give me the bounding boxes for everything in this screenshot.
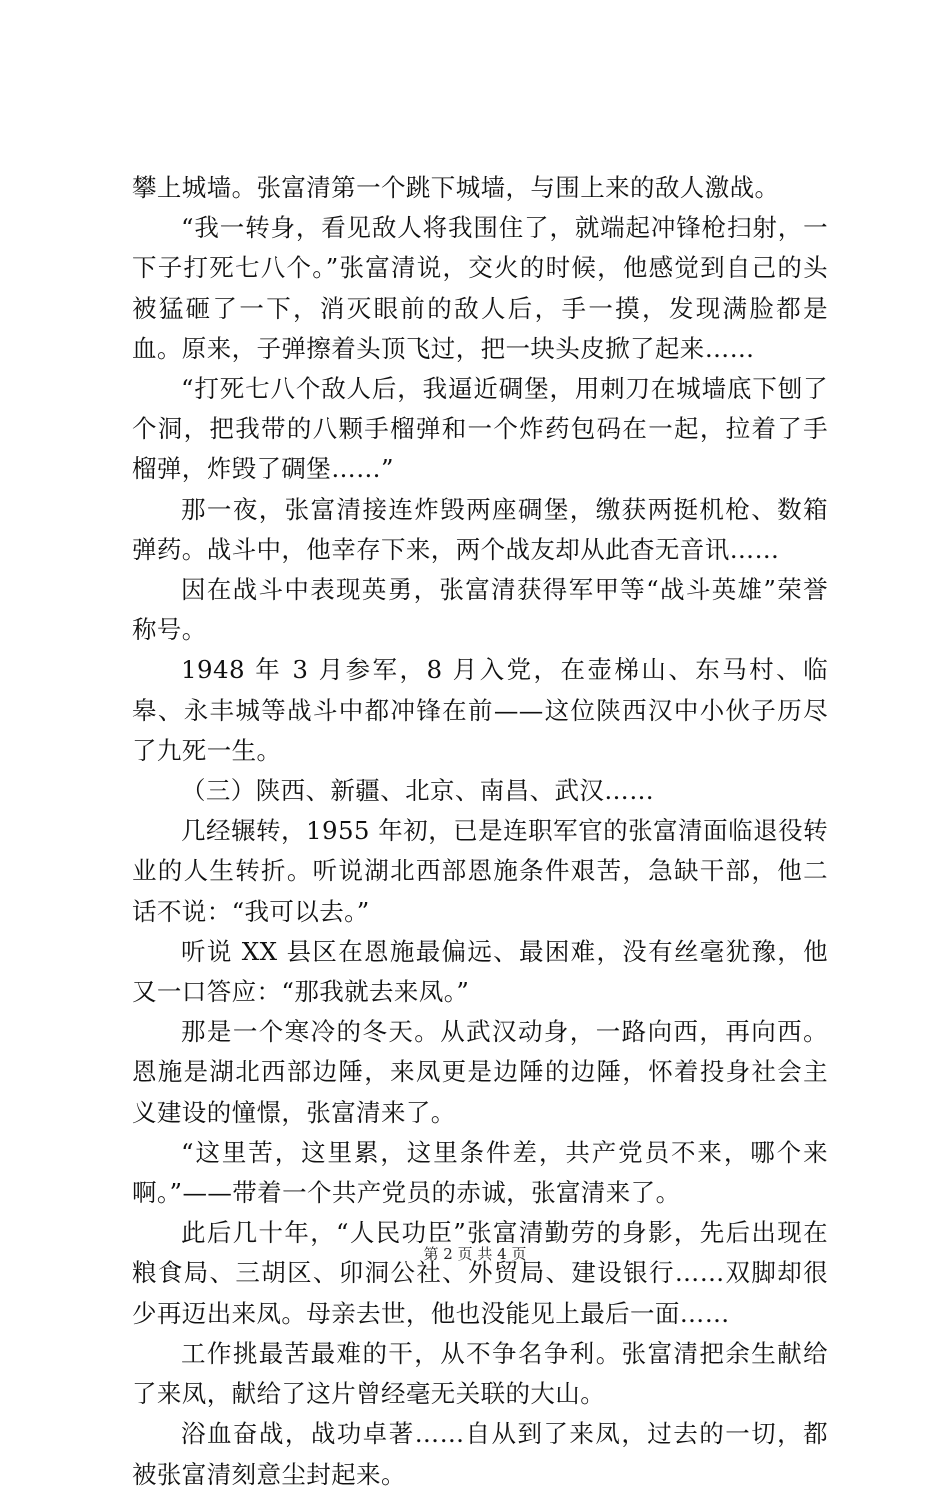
page-footer <box>0 1244 950 1264</box>
paragraph: 那一夜，张富清接连炸毁两座碉堡，缴获两挺机枪、数箱弹药。战斗中，他幸存下来，两个战友却从此杳无音讯…… <box>132 494 828 564</box>
paragraph: 浴血奋战，战功卓著……自从到了来凤，过去的一切，都被张富清刻意尘封起来。 <box>132 1419 828 1489</box>
section-heading: （三）陕西、新疆、北京、南昌、武汉…… <box>181 776 655 806</box>
paragraph: 那是一个寒冷的冬天。从武汉动身，一路向西，再向西。恩施是湖北西部边陲，来凤更是边陲的边陲，怀着投身社会主义建设的憧憬，张富清来了。 <box>132 1017 828 1127</box>
paragraph: 攀上城墙。张富清第一个跳下城墙，与围上来的敌人激战。 <box>132 173 780 202</box>
paragraph: “打死七八个敌人后，我逼近碉堡，用刺刀在城墙底下刨了个洞，把我带的八颗手榴弹和一个炸药包码在一起，拉着了手榴弹，炸毁了碉堡……” <box>132 374 828 484</box>
paragraph: 几经辗转，1955 年初，已是连职军官的张富清面临退役转业的人生转折。听说湖北西部恩施条件艰苦，急缺干部，他二话不说：“我可以去。” <box>132 816 828 926</box>
paragraph: “我一转身，看见敌人将我围住了，就端起冲锋枪扫射，一下子打死七八个。”张富清说，交火的时候，他感觉到自己的头被猛砸了一下，消灭眼前的敌人后，手一摸，发现满脸都是血。原来，子弹擦着头顶飞过，把一块头皮掀了起来…… <box>132 213 828 363</box>
document-body <box>132 168 828 1495</box>
paragraph: “这里苦，这里累，这里条件差，共产党员不来，哪个来啊。”——带着一个共产党员的赤诚，张富清来了。 <box>132 1137 828 1208</box>
page-number: 第 2 页 共 4 页 <box>423 1245 527 1263</box>
paragraph: 因在战斗中表现英勇，张富清获得军甲等“战斗英雄”荣誉称号。 <box>132 575 828 645</box>
paragraph: 1948 年 3 月参军，8 月入党，在壶梯山、东马村、临皋、永丰城等战斗中都冲锋在前——这位陕西汉中小伙子历尽了九死一生。 <box>132 655 828 765</box>
paragraph: 此后几十年，“人民功臣”张富清勤劳的身影，先后出现在粮食局、三胡区、卯洞公社、外贸局、建设银行……双脚却很少再迈出来凤。母亲去世，他也没能见上最后一面…… <box>132 1218 828 1328</box>
paragraph: 工作挑最苦最难的干，从不争名争利。张富清把余生献给了来凤，献给了这片曾经毫无关联的大山。 <box>132 1338 828 1409</box>
paragraph: 听说 XX 县区在恩施最偏远、最困难，没有丝毫犹豫，他又一口答应：“那我就去来凤。” <box>132 936 828 1007</box>
